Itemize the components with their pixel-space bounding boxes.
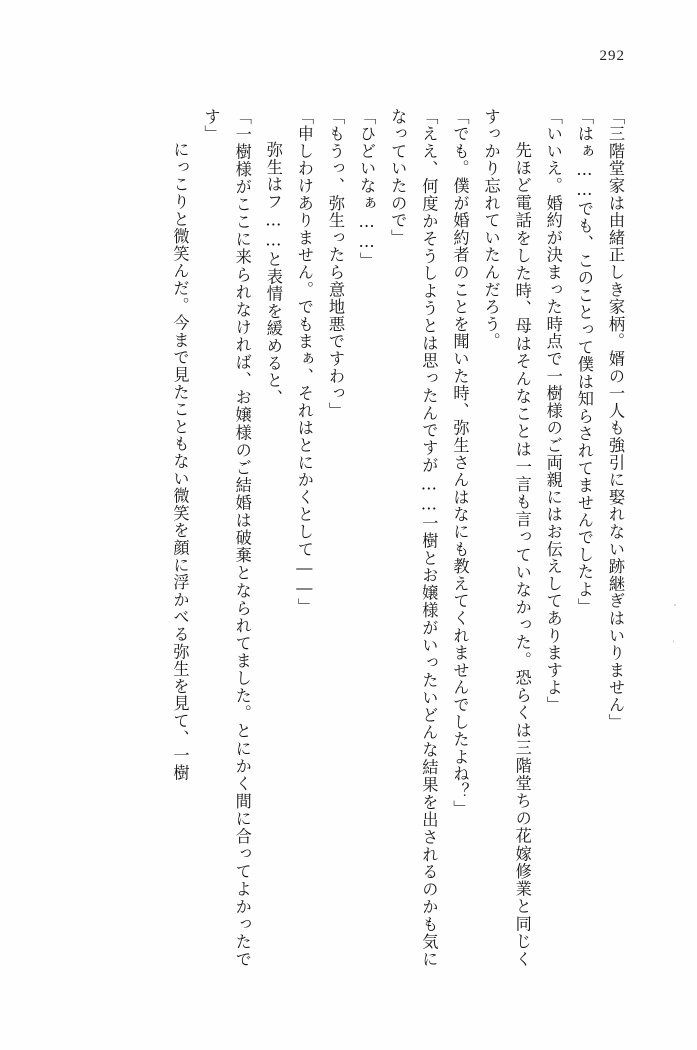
scan-speck [673,640,674,643]
paragraph: 「でも。僕が婚約者のことを聞いた時、弥生さんはなにも教えてくれませんでしたよね？」 [450,108,470,818]
paragraph: 先ほど電話をした時、母はそんなことは一言も言っていなかった。恐らくは三階堂ちの花嫁修業と同じくすっかり忘れていたんだろう。 [481,108,532,968]
novel-body-text [71,108,631,968]
paragraph: 「申しわけありません。でもまぁ、それはとにかくとして――」 [294,108,314,616]
paragraph: 「いいえ。婚約が決まった時点で一樹様のご両親にはお伝えしてありますよ」 [543,108,563,714]
paragraph: 「三階堂家は由緒正しき家柄。婿の一人も強引に娶れない跡継ぎはいりません」 [606,108,625,731]
paragraph: にっこりと微笑んだ。今まで見たこともない微笑を顔に浮かべる弥生を見て、一樹 [170,124,190,782]
paragraph: 「ひどいなぁ……」 [357,108,377,270]
paragraph: 「ええ、何度かそうしようとは思ったんですが……一樹とお嬢様がいったいどんな結果を出されるのかも気になっていたので」 [388,108,439,968]
paragraph: 「一樹様がここに来られなければ、お嬢様のご結婚は破棄となられてました。とにかく間に合ってよかったです」 [201,108,252,968]
paragraph: 「はぁ……でも、このことって僕は知らされてませんでしたよ」 [574,108,594,616]
paragraph: 弥生はフ……と表情を緩めると、 [263,124,283,407]
scan-speck [674,604,676,606]
paragraph: 「もうっ、弥生ったら意地悪ですわっ」 [326,108,346,420]
page-number: 292 [599,48,625,64]
